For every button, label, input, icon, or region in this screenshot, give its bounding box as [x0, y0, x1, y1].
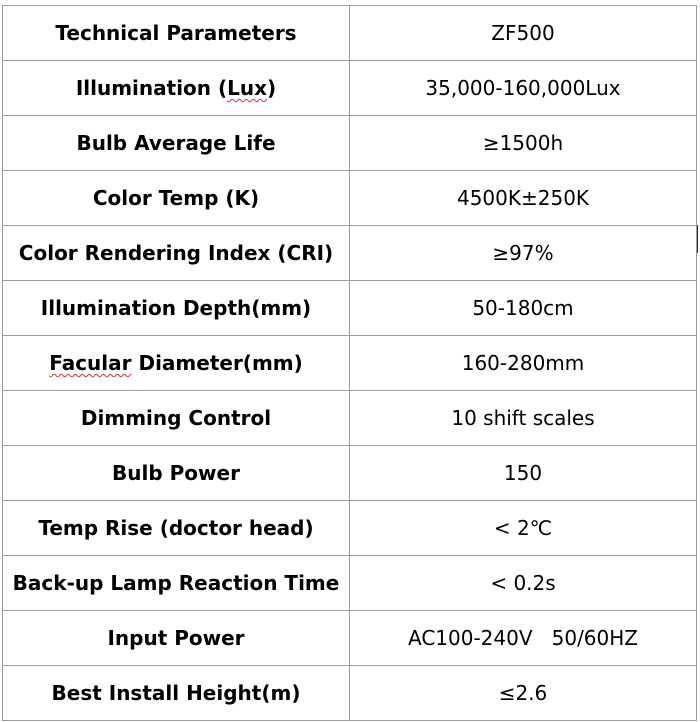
parameter-cell: Dimming Control	[3, 391, 350, 446]
table-row	[3, 611, 697, 666]
value-cell: < 2℃	[350, 501, 697, 556]
header-parameter-cell: Technical Parameters	[3, 6, 350, 61]
parameter-cell: Temp Rise (doctor head)	[3, 501, 350, 556]
parameter-cell: Best Install Height(m)	[3, 666, 350, 721]
table-row	[3, 391, 697, 446]
parameter-cell: Input Power	[3, 611, 350, 666]
parameter-cell: Illumination Depth(mm)	[3, 281, 350, 336]
value-cell: ≥1500h	[350, 116, 697, 171]
text-cursor	[697, 225, 698, 253]
value-cell: 160-280mm	[350, 336, 697, 391]
parameter-cell: Color Rendering Index (CRI)	[3, 226, 350, 281]
parameter-cell: Bulb Average Life	[3, 116, 350, 171]
parameter-cell: Bulb Power	[3, 446, 350, 501]
value-cell: < 0.2s	[350, 556, 697, 611]
value-cell: 150	[350, 446, 697, 501]
table-row	[3, 226, 697, 281]
table-row	[3, 336, 697, 391]
spellcheck-word: Facular	[49, 351, 132, 375]
header-model-cell: ZF500	[350, 6, 697, 61]
table-row	[3, 556, 697, 611]
table-row	[3, 116, 697, 171]
table-row	[3, 61, 697, 116]
parameter-cell: Back-up Lamp Reaction Time	[3, 556, 350, 611]
table-row	[3, 501, 697, 556]
table-row	[3, 171, 697, 226]
table-row	[3, 446, 697, 501]
parameter-cell: Illumination (Lux)	[3, 61, 350, 116]
technical-parameters-table	[2, 5, 697, 721]
table-header-row	[3, 6, 697, 61]
table-row	[3, 666, 697, 721]
value-cell: ≤2.6	[350, 666, 697, 721]
value-cell: 50-180cm	[350, 281, 697, 336]
value-cell: 35,000-160,000Lux	[350, 61, 697, 116]
parameter-cell: Facular Diameter(mm)	[3, 336, 350, 391]
value-cell: 10 shift scales	[350, 391, 697, 446]
value-cell: 4500K±250K	[350, 171, 697, 226]
spellcheck-word: Lux	[227, 76, 268, 100]
table-row	[3, 281, 697, 336]
parameter-cell: Color Temp (K)	[3, 171, 350, 226]
value-cell: AC100-240V 50/60HZ	[350, 611, 697, 666]
value-cell: ≥97%	[350, 226, 697, 281]
